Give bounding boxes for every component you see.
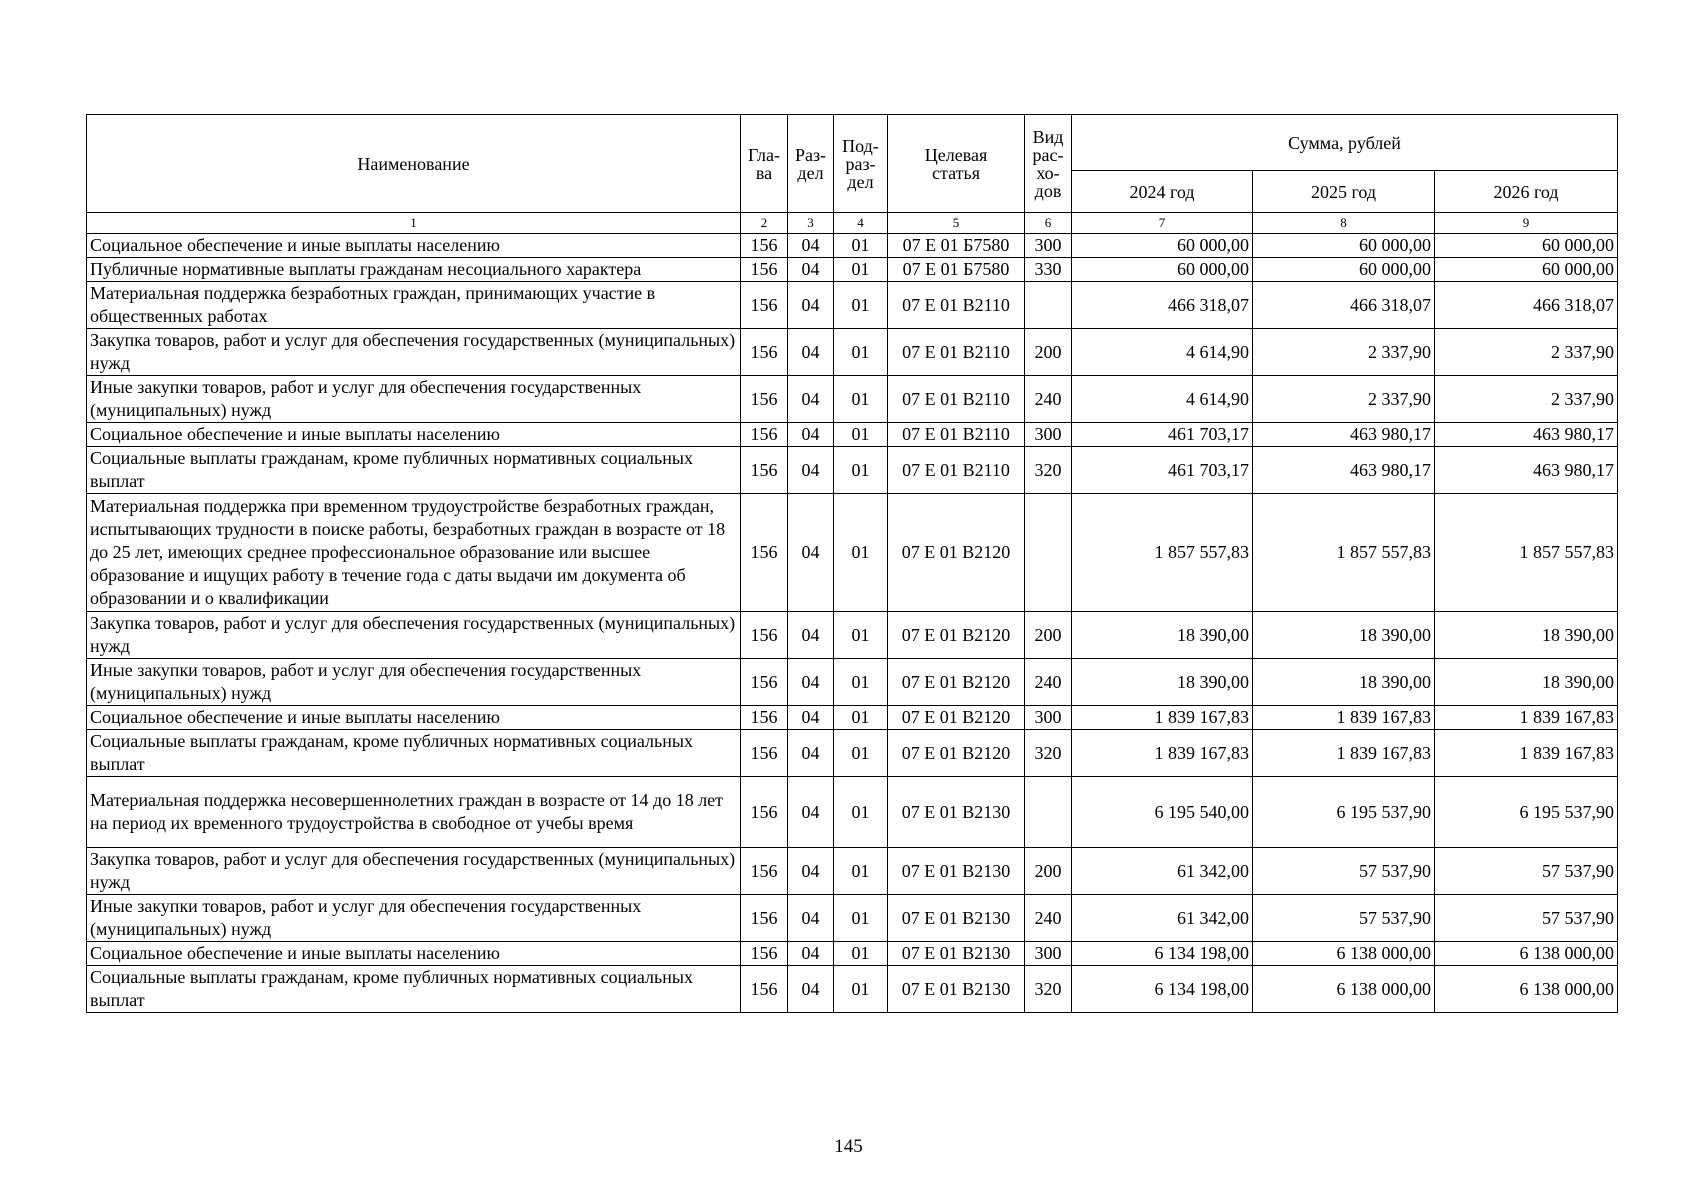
row-sum-2025: 2 337,90 bbox=[1253, 376, 1435, 423]
row-target-code: 07 Е 01 В2110 bbox=[888, 329, 1025, 376]
row-sum-2026: 6 138 000,00 bbox=[1435, 942, 1618, 966]
row-section: 04 bbox=[788, 329, 834, 376]
table-row bbox=[87, 423, 1618, 447]
row-section: 04 bbox=[788, 376, 834, 423]
row-sum-2024: 461 703,17 bbox=[1072, 423, 1253, 447]
row-section: 04 bbox=[788, 966, 834, 1013]
row-chapter: 156 bbox=[741, 329, 788, 376]
row-name: Материальная поддержка безработных граждан, принимающих участие в общественных работах bbox=[87, 282, 741, 329]
table-row bbox=[87, 258, 1618, 282]
row-subsection: 01 bbox=[834, 234, 888, 258]
row-chapter: 156 bbox=[741, 942, 788, 966]
row-chapter: 156 bbox=[741, 423, 788, 447]
row-section: 04 bbox=[788, 942, 834, 966]
row-sum-2026: 57 537,90 bbox=[1435, 848, 1618, 895]
column-number: 4 bbox=[834, 213, 888, 234]
row-expense-type: 320 bbox=[1025, 730, 1072, 777]
header-glava-label: Гла- ва bbox=[747, 144, 781, 183]
row-target-code: 07 Е 01 В2110 bbox=[888, 376, 1025, 423]
table-row bbox=[87, 706, 1618, 730]
budget-table bbox=[86, 114, 1618, 1013]
column-number: 3 bbox=[788, 213, 834, 234]
row-target-code: 07 Е 01 В2120 bbox=[888, 706, 1025, 730]
row-chapter: 156 bbox=[741, 234, 788, 258]
row-subsection: 01 bbox=[834, 942, 888, 966]
table-row bbox=[87, 447, 1618, 494]
table-row bbox=[87, 612, 1618, 659]
row-section: 04 bbox=[788, 494, 834, 612]
row-sum-2024: 61 342,00 bbox=[1072, 848, 1253, 895]
row-sum-2025: 18 390,00 bbox=[1253, 612, 1435, 659]
row-sum-2025: 60 000,00 bbox=[1253, 258, 1435, 282]
column-number: 6 bbox=[1025, 213, 1072, 234]
table-row bbox=[87, 659, 1618, 706]
row-chapter: 156 bbox=[741, 282, 788, 329]
row-target-code: 07 Е 01 В2110 bbox=[888, 282, 1025, 329]
row-subsection: 01 bbox=[834, 494, 888, 612]
header-sum: Сумма, рублей bbox=[1072, 115, 1618, 171]
row-subsection: 01 bbox=[834, 447, 888, 494]
header-target bbox=[888, 115, 1025, 213]
row-target-code: 07 Е 01 Б7580 bbox=[888, 234, 1025, 258]
row-name: Публичные нормативные выплаты гражданам несоциального характера bbox=[87, 258, 741, 282]
row-chapter: 156 bbox=[741, 376, 788, 423]
row-name: Социальное обеспечение и иные выплаты населению bbox=[87, 706, 741, 730]
table-row bbox=[87, 966, 1618, 1013]
row-section: 04 bbox=[788, 447, 834, 494]
row-sum-2024: 1 839 167,83 bbox=[1072, 730, 1253, 777]
row-section: 04 bbox=[788, 706, 834, 730]
row-section: 04 bbox=[788, 423, 834, 447]
column-number: 8 bbox=[1253, 213, 1435, 234]
row-sum-2024: 4 614,90 bbox=[1072, 376, 1253, 423]
row-target-code: 07 Е 01 В2130 bbox=[888, 966, 1025, 1013]
row-subsection: 01 bbox=[834, 376, 888, 423]
row-expense-type: 330 bbox=[1025, 258, 1072, 282]
row-sum-2025: 60 000,00 bbox=[1253, 234, 1435, 258]
row-name: Закупка товаров, работ и услуг для обеспечения государственных (муниципальных) нужд bbox=[87, 329, 741, 376]
row-chapter: 156 bbox=[741, 612, 788, 659]
row-target-code: 07 Е 01 В2130 bbox=[888, 942, 1025, 966]
row-name: Закупка товаров, работ и услуг для обеспечения государственных (муниципальных) нужд bbox=[87, 848, 741, 895]
row-sum-2026: 1 839 167,83 bbox=[1435, 706, 1618, 730]
table-row bbox=[87, 942, 1618, 966]
row-section: 04 bbox=[788, 777, 834, 848]
row-target-code: 07 Е 01 В2110 bbox=[888, 423, 1025, 447]
row-chapter: 156 bbox=[741, 966, 788, 1013]
table-row bbox=[87, 895, 1618, 942]
row-subsection: 01 bbox=[834, 282, 888, 329]
row-name: Социальные выплаты гражданам, кроме публичных нормативных социальных выплат bbox=[87, 966, 741, 1013]
row-sum-2024: 60 000,00 bbox=[1072, 258, 1253, 282]
row-target-code: 07 Е 01 В2120 bbox=[888, 659, 1025, 706]
row-expense-type: 240 bbox=[1025, 659, 1072, 706]
row-sum-2026: 1 839 167,83 bbox=[1435, 730, 1618, 777]
row-subsection: 01 bbox=[834, 329, 888, 376]
row-subsection: 01 bbox=[834, 895, 888, 942]
column-number: 9 bbox=[1435, 213, 1618, 234]
row-sum-2026: 57 537,90 bbox=[1435, 895, 1618, 942]
row-sum-2025: 18 390,00 bbox=[1253, 659, 1435, 706]
header-year-2026: 2026 год bbox=[1435, 171, 1618, 213]
row-sum-2026: 6 138 000,00 bbox=[1435, 966, 1618, 1013]
row-name: Закупка товаров, работ и услуг для обеспечения государственных (муниципальных) нужд bbox=[87, 612, 741, 659]
table-row bbox=[87, 730, 1618, 777]
table-header bbox=[87, 115, 1618, 234]
row-chapter: 156 bbox=[741, 895, 788, 942]
header-vid bbox=[1025, 115, 1072, 213]
row-subsection: 01 bbox=[834, 423, 888, 447]
row-name: Социальное обеспечение и иные выплаты населению bbox=[87, 234, 741, 258]
row-section: 04 bbox=[788, 612, 834, 659]
row-name: Иные закупки товаров, работ и услуг для обеспечения государственных (муниципальных) нужд bbox=[87, 895, 741, 942]
row-sum-2024: 60 000,00 bbox=[1072, 234, 1253, 258]
row-expense-type bbox=[1025, 494, 1072, 612]
row-sum-2024: 18 390,00 bbox=[1072, 612, 1253, 659]
row-chapter: 156 bbox=[741, 848, 788, 895]
table-row bbox=[87, 376, 1618, 423]
table-body bbox=[87, 234, 1618, 1013]
row-sum-2025: 6 138 000,00 bbox=[1253, 942, 1435, 966]
row-target-code: 07 Е 01 В2130 bbox=[888, 895, 1025, 942]
row-expense-type: 300 bbox=[1025, 234, 1072, 258]
row-sum-2025: 463 980,17 bbox=[1253, 447, 1435, 494]
row-chapter: 156 bbox=[741, 706, 788, 730]
row-target-code: 07 Е 01 В2130 bbox=[888, 848, 1025, 895]
header-razdel-label: Раз- дел bbox=[794, 144, 827, 183]
column-number: 7 bbox=[1072, 213, 1253, 234]
header-glava bbox=[741, 115, 788, 213]
row-sum-2025: 6 138 000,00 bbox=[1253, 966, 1435, 1013]
row-sum-2026: 18 390,00 bbox=[1435, 659, 1618, 706]
row-name: Материальная поддержка несовершеннолетних граждан в возрасте от 14 до 18 лет на период их временного трудоустройства в свободное от учебы время bbox=[87, 777, 741, 848]
column-number-row bbox=[87, 213, 1618, 234]
row-subsection: 01 bbox=[834, 848, 888, 895]
row-sum-2024: 4 614,90 bbox=[1072, 329, 1253, 376]
row-sum-2025: 57 537,90 bbox=[1253, 848, 1435, 895]
row-section: 04 bbox=[788, 659, 834, 706]
row-sum-2026: 18 390,00 bbox=[1435, 612, 1618, 659]
row-expense-type: 200 bbox=[1025, 329, 1072, 376]
row-sum-2024: 6 134 198,00 bbox=[1072, 942, 1253, 966]
row-chapter: 156 bbox=[741, 447, 788, 494]
row-target-code: 07 Е 01 В2120 bbox=[888, 730, 1025, 777]
row-expense-type: 320 bbox=[1025, 966, 1072, 1013]
row-expense-type bbox=[1025, 777, 1072, 848]
row-subsection: 01 bbox=[834, 612, 888, 659]
row-expense-type: 200 bbox=[1025, 848, 1072, 895]
header-podrazdel-label: Под- раз- дел bbox=[842, 135, 879, 192]
row-chapter: 156 bbox=[741, 659, 788, 706]
row-section: 04 bbox=[788, 282, 834, 329]
row-expense-type: 300 bbox=[1025, 423, 1072, 447]
row-sum-2024: 61 342,00 bbox=[1072, 895, 1253, 942]
row-name: Социальное обеспечение и иные выплаты населению bbox=[87, 942, 741, 966]
table-row bbox=[87, 329, 1618, 376]
row-sum-2024: 6 195 540,00 bbox=[1072, 777, 1253, 848]
header-vid-label: Вид рас- хо- дов bbox=[1032, 126, 1064, 201]
row-sum-2025: 463 980,17 bbox=[1253, 423, 1435, 447]
row-sum-2025: 2 337,90 bbox=[1253, 329, 1435, 376]
row-sum-2024: 6 134 198,00 bbox=[1072, 966, 1253, 1013]
row-expense-type: 300 bbox=[1025, 942, 1072, 966]
page-number: 145 bbox=[834, 1136, 863, 1157]
row-target-code: 07 Е 01 В2110 bbox=[888, 447, 1025, 494]
row-subsection: 01 bbox=[834, 777, 888, 848]
row-chapter: 156 bbox=[741, 777, 788, 848]
header-year-2024: 2024 год bbox=[1072, 171, 1253, 213]
table-row bbox=[87, 494, 1618, 612]
row-name: Материальная поддержка при временном трудоустройстве безработных граждан, испытывающих трудности в поиске работы, безработных граждан в возрасте от 18 до 25 лет, имеющих среднее профессиональное образование или высшее образование и ищущих работу в течение года с даты выдачи им документа об образовании и о квалификации bbox=[87, 494, 741, 612]
row-sum-2026: 60 000,00 bbox=[1435, 258, 1618, 282]
row-subsection: 01 bbox=[834, 730, 888, 777]
row-target-code: 07 Е 01 В2120 bbox=[888, 612, 1025, 659]
row-sum-2026: 60 000,00 bbox=[1435, 234, 1618, 258]
header-podrazdel bbox=[834, 115, 888, 213]
row-subsection: 01 bbox=[834, 706, 888, 730]
row-sum-2024: 18 390,00 bbox=[1072, 659, 1253, 706]
row-sum-2026: 6 195 537,90 bbox=[1435, 777, 1618, 848]
column-number: 2 bbox=[741, 213, 788, 234]
row-section: 04 bbox=[788, 895, 834, 942]
row-subsection: 01 bbox=[834, 258, 888, 282]
row-name: Социальное обеспечение и иные выплаты населению bbox=[87, 423, 741, 447]
row-expense-type: 240 bbox=[1025, 376, 1072, 423]
row-sum-2026: 2 337,90 bbox=[1435, 329, 1618, 376]
row-sum-2026: 1 857 557,83 bbox=[1435, 494, 1618, 612]
row-expense-type: 240 bbox=[1025, 895, 1072, 942]
row-sum-2026: 2 337,90 bbox=[1435, 376, 1618, 423]
header-razdel bbox=[788, 115, 834, 213]
table-row bbox=[87, 282, 1618, 329]
header-name: Наименование bbox=[87, 115, 741, 213]
row-sum-2024: 1 839 167,83 bbox=[1072, 706, 1253, 730]
row-sum-2025: 1 857 557,83 bbox=[1253, 494, 1435, 612]
row-sum-2025: 1 839 167,83 bbox=[1253, 730, 1435, 777]
row-section: 04 bbox=[788, 730, 834, 777]
header-target-label: Целевая статья bbox=[924, 144, 988, 183]
row-sum-2024: 1 857 557,83 bbox=[1072, 494, 1253, 612]
row-name: Иные закупки товаров, работ и услуг для обеспечения государственных (муниципальных) нужд bbox=[87, 376, 741, 423]
row-target-code: 07 Е 01 В2130 bbox=[888, 777, 1025, 848]
row-section: 04 bbox=[788, 258, 834, 282]
row-name: Иные закупки товаров, работ и услуг для обеспечения государственных (муниципальных) нужд bbox=[87, 659, 741, 706]
column-number: 5 bbox=[888, 213, 1025, 234]
row-section: 04 bbox=[788, 848, 834, 895]
row-sum-2025: 6 195 537,90 bbox=[1253, 777, 1435, 848]
row-sum-2025: 466 318,07 bbox=[1253, 282, 1435, 329]
row-target-code: 07 Е 01 Б7580 bbox=[888, 258, 1025, 282]
row-sum-2026: 463 980,17 bbox=[1435, 423, 1618, 447]
header-year-2025: 2025 год bbox=[1253, 171, 1435, 213]
row-expense-type: 200 bbox=[1025, 612, 1072, 659]
row-expense-type bbox=[1025, 282, 1072, 329]
row-target-code: 07 Е 01 В2120 bbox=[888, 494, 1025, 612]
row-subsection: 01 bbox=[834, 659, 888, 706]
row-sum-2026: 463 980,17 bbox=[1435, 447, 1618, 494]
table-row bbox=[87, 777, 1618, 848]
row-expense-type: 300 bbox=[1025, 706, 1072, 730]
row-chapter: 156 bbox=[741, 258, 788, 282]
row-sum-2026: 466 318,07 bbox=[1435, 282, 1618, 329]
row-sum-2025: 57 537,90 bbox=[1253, 895, 1435, 942]
table-row bbox=[87, 848, 1618, 895]
row-sum-2024: 461 703,17 bbox=[1072, 447, 1253, 494]
column-number: 1 bbox=[87, 213, 741, 234]
row-name: Социальные выплаты гражданам, кроме публичных нормативных социальных выплат bbox=[87, 447, 741, 494]
row-sum-2024: 466 318,07 bbox=[1072, 282, 1253, 329]
row-chapter: 156 bbox=[741, 730, 788, 777]
row-expense-type: 320 bbox=[1025, 447, 1072, 494]
row-chapter: 156 bbox=[741, 494, 788, 612]
row-name: Социальные выплаты гражданам, кроме публичных нормативных социальных выплат bbox=[87, 730, 741, 777]
row-sum-2025: 1 839 167,83 bbox=[1253, 706, 1435, 730]
row-section: 04 bbox=[788, 234, 834, 258]
row-subsection: 01 bbox=[834, 966, 888, 1013]
table-row bbox=[87, 234, 1618, 258]
